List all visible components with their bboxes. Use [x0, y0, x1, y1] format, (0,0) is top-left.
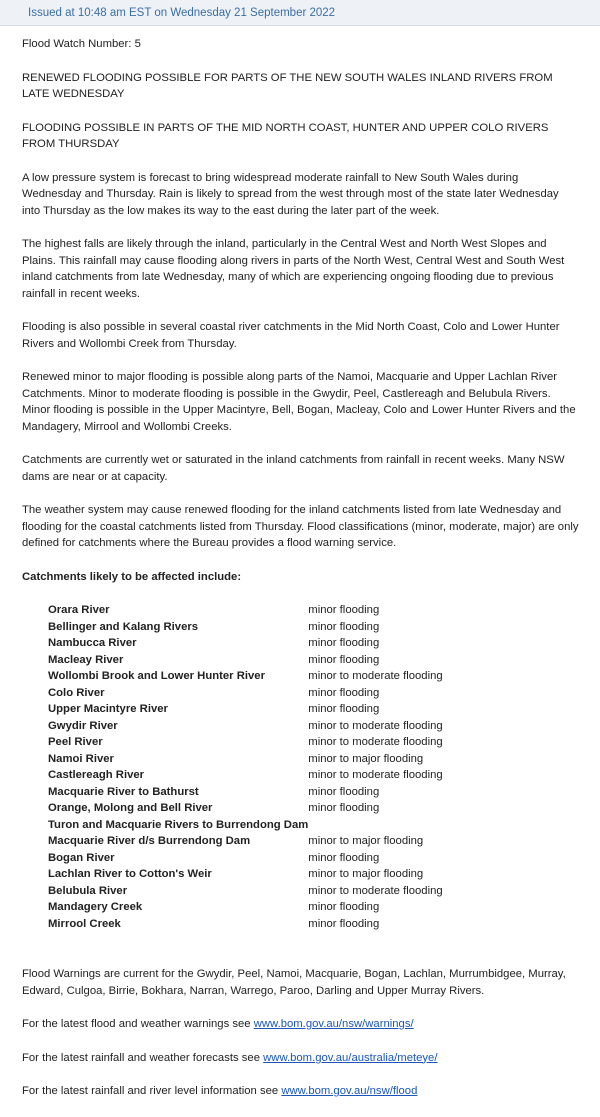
- catchment-river: Mirrool Creek: [48, 917, 121, 930]
- catchments-table: [48, 602, 443, 932]
- paragraph-classifications: The weather system may cause renewed flooding for the inland catchments listed from late Wednesday and flooding for the coastal catchments listed from Thursday. Flood classifications (minor, moderate, major) are only defined for catchments where the Bureau provides a flood warning service.: [22, 504, 579, 549]
- catchment-river: Orara River: [48, 604, 110, 616]
- issued-timestamp: Issued at 10:48 am EST on Wednesday 21 September 2022: [0, 0, 600, 26]
- catchment-flood-level: minor to major flooding: [308, 868, 424, 880]
- catchment-river: Castlereagh River: [48, 769, 145, 781]
- catchment-flood-level: minor flooding: [308, 802, 380, 814]
- link-line-river-levels: [22, 1083, 580, 1100]
- catchment-river: Lachlan River to Cotton's Weir: [48, 868, 212, 880]
- catchment-flood-level: minor flooding: [308, 686, 380, 699]
- catchment-flood-level: minor flooding: [308, 901, 380, 913]
- paragraph-coastal: Flooding is also possible in several coastal river catchments in the Mid North Coast, Colo and Lower Hunter Rivers and Wollombi Creek from Thursday.: [22, 321, 560, 350]
- flood-watch-number: Flood Watch Number: 5: [22, 38, 141, 50]
- link-prefix: For the latest flood and weather warnings see: [22, 1018, 254, 1030]
- catchment-row: [48, 833, 443, 850]
- catchment-row: [48, 652, 443, 669]
- paragraph-catchment-conditions: Catchments are currently wet or saturated in the inland catchments from rainfall in recent weeks. Many NSW dams are near or at capacity.: [22, 454, 565, 483]
- meteye-link[interactable]: www.bom.gov.au/australia/meteye/: [263, 1051, 438, 1064]
- catchment-flood-level: minor to moderate flooding: [308, 884, 443, 897]
- bulletin-content: [22, 36, 580, 1117]
- catchment-flood-level: minor to moderate flooding: [308, 719, 443, 732]
- link-line-forecasts: [22, 1050, 580, 1067]
- catchment-row: [48, 619, 443, 636]
- catchment-river: Upper Macintyre River: [48, 703, 168, 715]
- catchment-flood-level: minor flooding: [308, 851, 380, 864]
- catchment-row: [48, 668, 443, 685]
- catchment-row: [48, 701, 443, 718]
- catchment-river: Peel River: [48, 736, 103, 748]
- headline-coastal: FLOODING POSSIBLE IN PARTS OF THE MID NORTH COAST, HUNTER AND UPPER COLO RIVERS FROM THURSDAY: [22, 121, 549, 150]
- catchment-river: Macquarie River d/s Burrendong Dam: [48, 835, 251, 847]
- catchment-river: Nambucca River: [48, 637, 137, 649]
- catchment-river: Belubula River: [48, 884, 128, 897]
- catchment-flood-level: minor to moderate flooding: [308, 736, 443, 748]
- link-prefix: For the latest rainfall and river level information see: [22, 1085, 282, 1097]
- catchment-river: Wollombi Brook and Lower Hunter River: [48, 670, 265, 682]
- catchment-river: Mandagery Creek: [48, 901, 143, 913]
- warnings-link[interactable]: www.bom.gov.au/nsw/warnings/: [253, 1018, 414, 1030]
- catchment-row: [48, 883, 443, 900]
- catchment-river: Bogan River: [48, 851, 115, 864]
- catchment-row: [48, 817, 443, 834]
- catchment-flood-level: minor flooding: [308, 604, 380, 616]
- catchment-row: [48, 718, 443, 735]
- catchment-flood-level: minor to major flooding: [308, 752, 424, 765]
- flood-info-link[interactable]: www.bom.gov.au/nsw/flood: [281, 1085, 418, 1097]
- catchment-river: Macquarie River to Bathurst: [48, 785, 199, 798]
- catchment-row: [48, 866, 443, 883]
- catchment-flood-level: minor to major flooding: [308, 835, 424, 847]
- catchment-flood-level: [308, 817, 442, 834]
- catchment-river: Gwydir River: [48, 719, 118, 732]
- catchment-row: [48, 800, 443, 817]
- catchment-river: Macleay River: [48, 653, 124, 666]
- catchment-flood-level: minor flooding: [308, 785, 380, 798]
- catchment-flood-level: minor to moderate flooding: [308, 670, 443, 682]
- catchment-row: [48, 784, 443, 801]
- catchment-row: [48, 751, 443, 768]
- catchments-heading: Catchments likely to be affected include:: [22, 570, 242, 583]
- catchment-flood-level: minor to moderate flooding: [308, 769, 443, 781]
- headline-inland: RENEWED FLOODING POSSIBLE FOR PARTS OF THE NEW SOUTH WALES INLAND RIVERS FROM LATE WEDNESDAY: [22, 71, 553, 100]
- catchment-river: Turon and Macquarie Rivers to Burrendong Dam: [48, 818, 309, 831]
- catchment-river: Namoi River: [48, 752, 114, 765]
- catchment-row: [48, 734, 443, 751]
- catchment-flood-level: minor flooding: [308, 917, 380, 930]
- catchment-river: Colo River: [48, 686, 105, 699]
- catchment-river: Orange, Molong and Bell River: [48, 802, 213, 814]
- link-prefix: For the latest rainfall and weather forecasts see: [22, 1051, 264, 1064]
- catchment-row: [48, 850, 443, 867]
- catchment-row: [48, 635, 443, 652]
- paragraph-synopsis: A low pressure system is forecast to bring widespread moderate rainfall to New South Wales during Wednesday and Thursday. Rain is likely to spread from the west through most of the state later Wednesday into Thursday as the low makes its way to the east during the later part of the week.: [22, 171, 559, 217]
- catchment-flood-level: minor flooding: [308, 703, 380, 715]
- catchment-flood-level: minor flooding: [308, 637, 380, 649]
- paragraph-highest-falls: The highest falls are likely through the inland, particularly in the Central West and North West Slopes and Plains. This rainfall may cause flooding along rivers in parts of the North West, Central West and South West inland catchments from late Wednesday, many of which are experiencing ongoing flooding due to previous rainfall in recent weeks.: [22, 238, 565, 300]
- catchment-river: Bellinger and Kalang Rivers: [48, 620, 199, 633]
- catchment-row: [48, 685, 443, 702]
- catchment-flood-level: minor flooding: [308, 620, 380, 633]
- paragraph-renewed-flooding: Renewed minor to major flooding is possible along parts of the Namoi, Macquarie and Upper Lachlan River Catchments. Minor to moderate flooding is possible in the Gwydir, Peel, Castlereagh and Belubula Rivers. Minor flooding is possible in the Upper Macintyre, Bell, Bogan, Macleay, Colo and Lower Hunter Rivers and the Mandagery, Mirrool and Wollombi Creeks.: [22, 371, 576, 433]
- catchment-flood-level: minor flooding: [308, 653, 380, 666]
- catchment-row: [48, 602, 443, 619]
- catchment-row: [48, 767, 443, 784]
- link-line-warnings: [22, 1016, 580, 1033]
- catchment-row: [48, 899, 443, 916]
- flood-warnings-current: Flood Warnings are current for the Gwydir, Peel, Namoi, Macquarie, Bogan, Lachlan, Murrumbidgee, Murray, Edward, Culgoa, Birrie, Bokhara, Narran, Warrego, Paroo, Darling and Upper Murray Rivers.: [22, 968, 566, 997]
- catchment-row: [48, 916, 443, 933]
